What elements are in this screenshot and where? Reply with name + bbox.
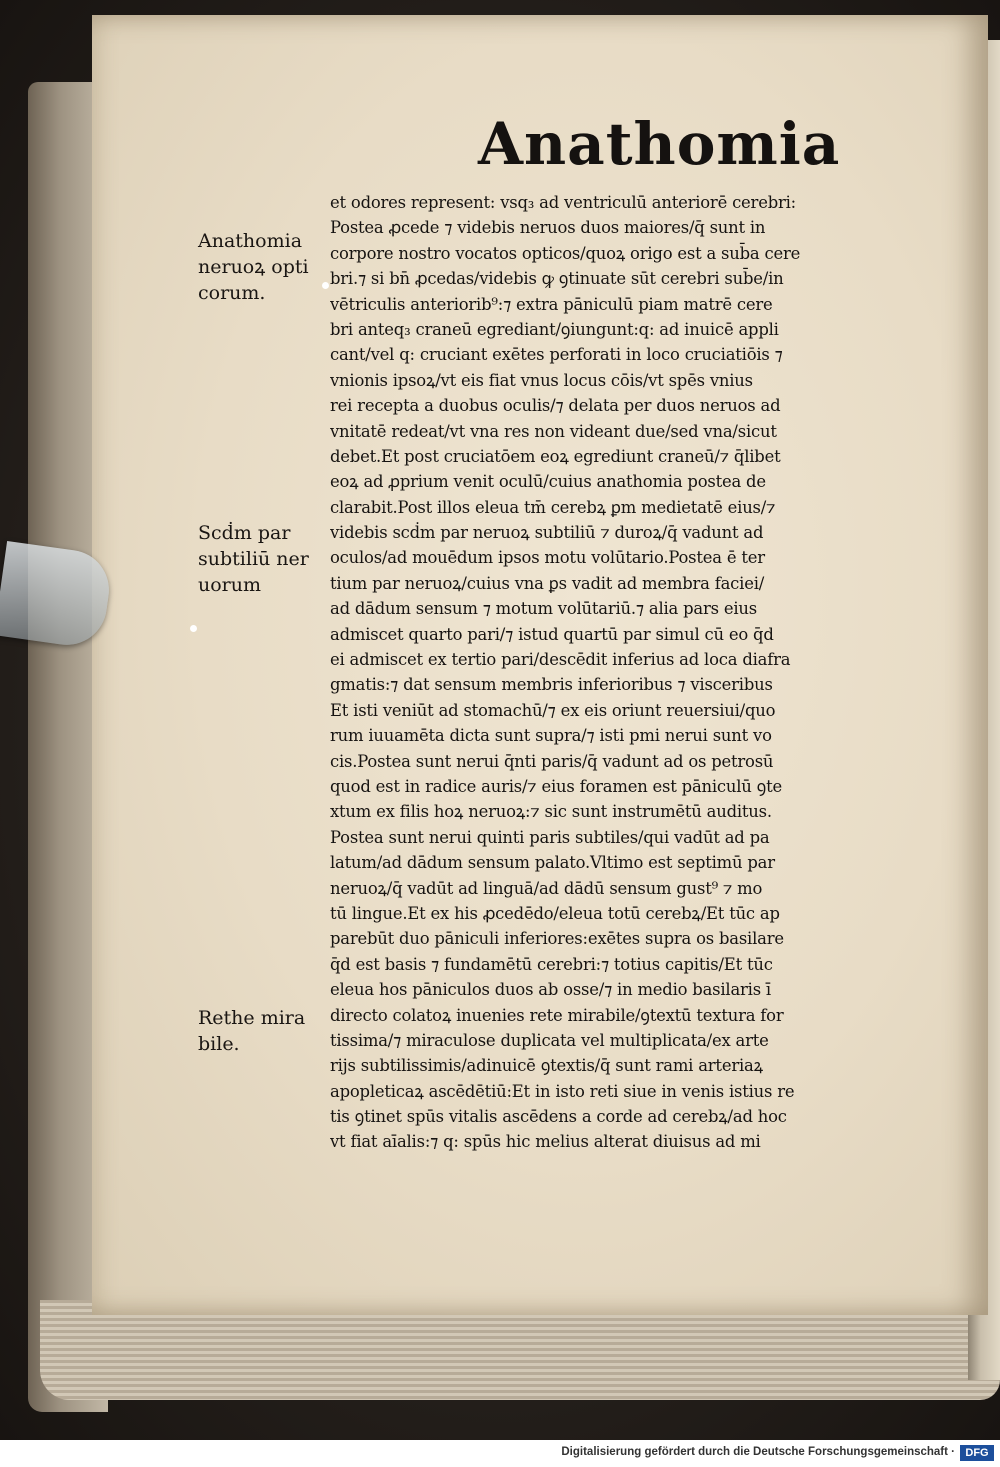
dfg-logo: DFG: [960, 1445, 994, 1461]
footer-bar: [0, 1440, 1000, 1467]
paper-hole: [190, 625, 197, 632]
marginal-note-optic-nerves: Anathomia neruoꝝ opti corum.: [198, 230, 309, 304]
text-line: cis.Postea sunt nerui q̄nti paris/q̄ vadunt ad os petrosū: [330, 751, 774, 771]
text-line: oculos/ad mouēdum ipsos motu volūtario.Postea ē ter: [330, 548, 765, 568]
text-line: vnionis ipsoꝝ/vt eis fiat vnus locus cōis/vt spēs vnius: [330, 370, 753, 390]
text-line: q̄d est basis ⁊ fundamētū cerebri:⁊ totius capitis/Et tūc: [330, 954, 773, 974]
text-line: gmatis:⁊ dat sensum membris inferioribus ⁊ visceribus: [330, 675, 773, 695]
funding-credit: Digitalisierung gefördert durch die Deutsche Forschungsgemeinschaft ·: [561, 1446, 955, 1458]
text-line: bri anteq₃ craneū egrediant/ꝯiungunt:q: ad inuicē appli: [330, 319, 779, 339]
text-line: ei admiscet ex tertio pari/descēdit inferius ad loca diafra: [330, 650, 791, 670]
text-line: et odores represent: vsq₃ ad ventriculū anteriorē cerebri:: [330, 193, 796, 212]
text-line: tū lingue.Et ex his ꝓcedēdo/eleua totū cerebꝝ/Et tūc ap: [330, 903, 780, 923]
text-line: vnitatē redeat/vt vna res non videant due/sed vna/sicut: [330, 421, 777, 441]
text-line: bri.⁊ si bn̄ ꝓcedas/videbis ꝙ ꝯtinuate sūt cerebri sub̄e/in: [330, 269, 784, 289]
text-line: tium par neruoꝝ/cuius vna ꝑs vadit ad membra faciei/: [330, 573, 765, 593]
text-line: tis ꝯtinet spūs vitalis ascēdens a corde ad cerebꝝ/ad hoc: [330, 1107, 787, 1127]
text-line: neruoꝝ/q̄ vadūt ad linguā/ad dādū sensum gust⁹ ⁊ mo: [330, 878, 763, 898]
paper-hole: [322, 282, 329, 289]
text-line: videbis scḋm par neruoꝝ subtiliū ⁊ duroꝝ/q̄ vadunt ad: [330, 523, 764, 543]
text-line: rum iuuamēta dicta sunt supra/⁊ isti pmi nerui sunt vo: [330, 726, 772, 746]
text-line: admiscet quarto pari/⁊ istud quartū par simul cū eo q̄d: [330, 624, 774, 644]
text-line: vētriculis anteriorib⁹:⁊ extra pāniculū piam matrē cere: [330, 294, 773, 314]
text-line: xtum ex filis hoꝝ neruoꝝ:⁊ sic sunt instrumētū auditus.: [330, 802, 772, 822]
text-line: eleua hos pāniculos duos ab osse/⁊ in medio basilaris ī: [330, 980, 771, 1000]
text-line: cant/vel q: cruciant exētes perforati in loco cruciatiōis ⁊: [330, 345, 783, 365]
marginal-note-rete-mirabile: Rethe mira bile.: [198, 1007, 306, 1055]
text-line: tissima/⁊ miraculose duplicata vel multiplicata/ex arte: [330, 1030, 769, 1050]
text-line: ad dādum sensum ⁊ motum volūtariū.⁊ alia pars eius: [330, 599, 757, 619]
text-line: parebūt duo pāniculi inferiores:exētes supra os basilare: [330, 929, 784, 949]
text-line: debet.Et post cruciatōem eoꝝ egrediunt craneū/⁊ q̄libet: [330, 446, 781, 466]
text-line: corpore nostro vocatos opticos/quoꝝ origo est a sub̄a cere: [330, 243, 801, 263]
text-line: quod est in radice auris/⁊ eius foramen est pāniculū ꝯte: [330, 776, 782, 796]
text-line: rijs subtilissimis/adinuicē ꝯtextis/q̄ sunt rami arteriaꝝ: [330, 1056, 763, 1076]
body-text: [330, 190, 890, 1155]
text-line: directo colatoꝝ inuenies rete mirabile/ꝯtextū textura for: [330, 1005, 784, 1025]
text-line: rei recepta a duobus oculis/⁊ delata per duos neruos ad: [330, 396, 781, 416]
text-line: eoꝝ ad ꝓprium venit oculū/cuius anathomia postea de: [330, 472, 766, 492]
page-title: Anathomia: [478, 110, 841, 178]
book-bottom-edge: [40, 1300, 1000, 1400]
text-line: latum/ad dādum sensum palato.Vltimo est septimū par: [330, 853, 775, 873]
text-line: Postea sunt nerui quinti paris subtiles/qui vadūt ad pa: [330, 827, 770, 847]
text-line: Et isti veniūt ad stomachū/⁊ ex eis oriunt reuersiui/quo: [330, 700, 776, 720]
text-line: apopleticaꝝ ascēdētiū:Et in isto reti siue in venis istius re: [330, 1081, 795, 1101]
text-line: vt fiat aīalis:⁊ q: spūs hic melius alterat diuisus ad mi: [330, 1132, 761, 1152]
text-line: Postea ꝓcede ⁊ videbis neruos duos maiores/q̄ sunt in: [330, 218, 766, 238]
marginal-note-second-pair: Scḋm par subtiliū ner uorum: [198, 522, 309, 596]
text-line: clarabit.Post illos eleua tm̄ cerebꝝ ꝑm medietatē eius/⁊: [330, 497, 776, 517]
